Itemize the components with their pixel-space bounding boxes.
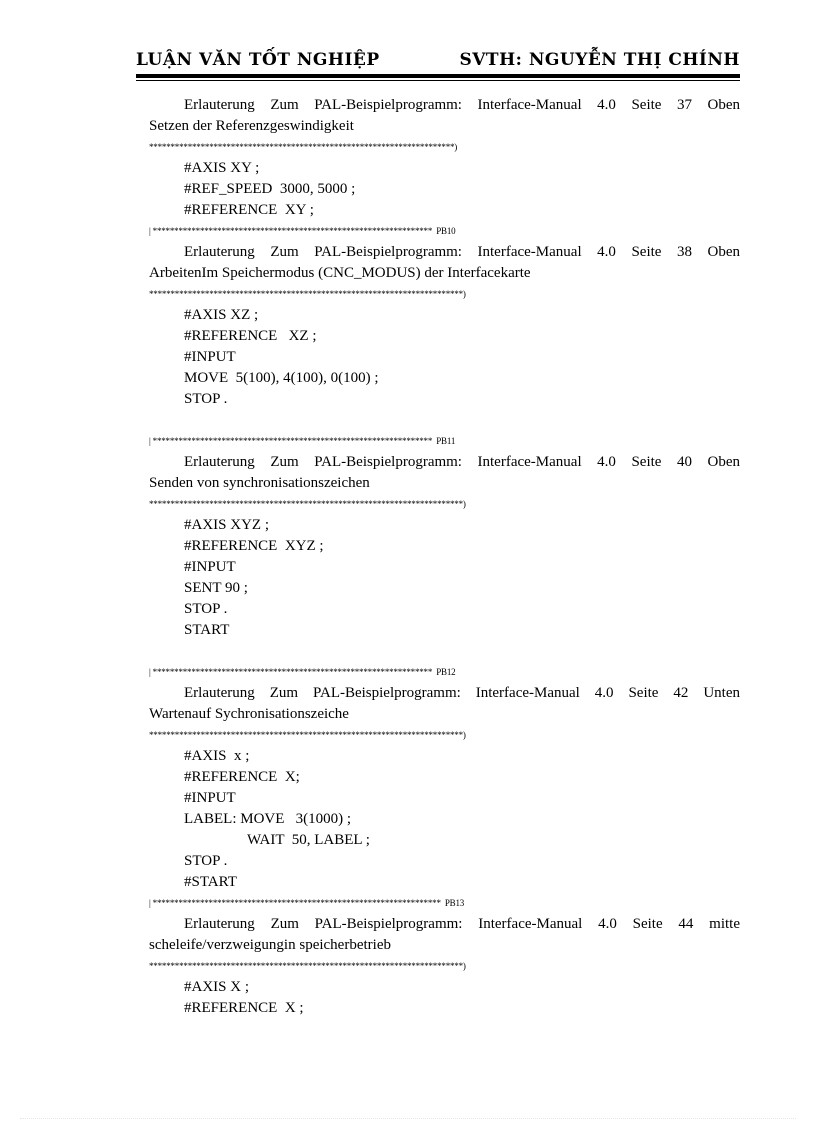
program-block-header: | ***************************************************************** PB11	[149, 436, 456, 446]
code-line: SENT 90 ;	[184, 580, 248, 596]
code-line: LABEL: MOVE 3(1000) ;	[184, 811, 352, 827]
code-line: #REFERENCE XYZ ;	[184, 538, 324, 554]
blank-line	[149, 641, 740, 662]
program-block-header: | ***************************************************************** PB10	[149, 226, 456, 236]
code-line: #INPUT	[184, 790, 236, 806]
code-line: #REFERENCE X;	[184, 769, 300, 785]
header-rule-thin	[136, 80, 740, 81]
description-line: Erlauterung Zum PAL-Beispielprogramm: Interface-Manual 4.0 Seite 44 mitte	[184, 916, 740, 932]
code-line: STOP .	[184, 853, 228, 869]
description-line: Wartenauf Sychronisationszeiche	[149, 706, 349, 722]
code-line: #AXIS X ;	[184, 979, 250, 995]
description-line: Erlauterung Zum PAL-Beispielprogramm: Interface-Manual 4.0 Seite 37 Oben	[184, 97, 740, 113]
description-line: Setzen der Referenzgeswindigkeit	[149, 118, 354, 134]
header-thesis-title: LUẬN VĂN TỐT NGHIỆP	[136, 50, 380, 70]
header-rule-thick	[136, 74, 740, 78]
program-block-header: | ******************************************************************* PB13	[149, 898, 465, 908]
page-bottom-border	[20, 1118, 796, 1119]
code-line: #AXIS XYZ ;	[184, 517, 269, 533]
document-body	[149, 95, 740, 1019]
comment-separator: *************************************************************************)	[149, 730, 466, 740]
code-line: MOVE 5(100), 4(100), 0(100) ;	[184, 370, 379, 386]
code-line: #REFERENCE XZ ;	[184, 328, 317, 344]
code-line: STOP .	[184, 601, 228, 617]
code-line: #REFERENCE XY ;	[184, 202, 314, 218]
header-student-name: SVTH: NGUYỄN THỊ CHÍNH	[459, 50, 740, 70]
description-line: Erlauterung Zum PAL-Beispielprogramm: Interface-Manual 4.0 Seite 40 Oben	[184, 454, 740, 470]
comment-separator: *************************************************************************)	[149, 289, 466, 299]
code-line: #AXIS XY ;	[184, 160, 260, 176]
code-line: #INPUT	[184, 559, 236, 575]
code-line: #INPUT	[184, 349, 236, 365]
code-line: STOP .	[184, 391, 228, 407]
description-line: Erlauterung Zum PAL-Beispielprogramm: Interface-Manual 4.0 Seite 42 Unten	[184, 685, 740, 701]
code-line: #AXIS XZ ;	[184, 307, 259, 323]
description-line: Erlauterung Zum PAL-Beispielprogramm: Interface-Manual 4.0 Seite 38 Oben	[184, 244, 740, 260]
code-line: WAIT 50, LABEL ;	[247, 832, 370, 848]
blank-line	[149, 410, 740, 431]
description-line: scheleife/verzweigungin speicherbetrieb	[149, 937, 391, 953]
code-line: #REFERENCE X ;	[184, 1000, 304, 1016]
description-line: Senden von synchronisationszeichen	[149, 475, 370, 491]
code-line: START	[184, 622, 230, 638]
code-line: #REF_SPEED 3000, 5000 ;	[184, 181, 356, 197]
description-line: ArbeitenIm Speichermodus (CNC_MODUS) der Interfacekarte	[149, 265, 531, 281]
code-line: #AXIS x ;	[184, 748, 250, 764]
comment-separator: *************************************************************************)	[149, 961, 466, 971]
comment-separator: *************************************************************************)	[149, 499, 466, 509]
code-line: #START	[184, 874, 237, 890]
comment-separator: ***********************************************************************)	[149, 142, 458, 152]
page-header	[136, 49, 740, 71]
program-block-header: | ***************************************************************** PB12	[149, 667, 456, 677]
